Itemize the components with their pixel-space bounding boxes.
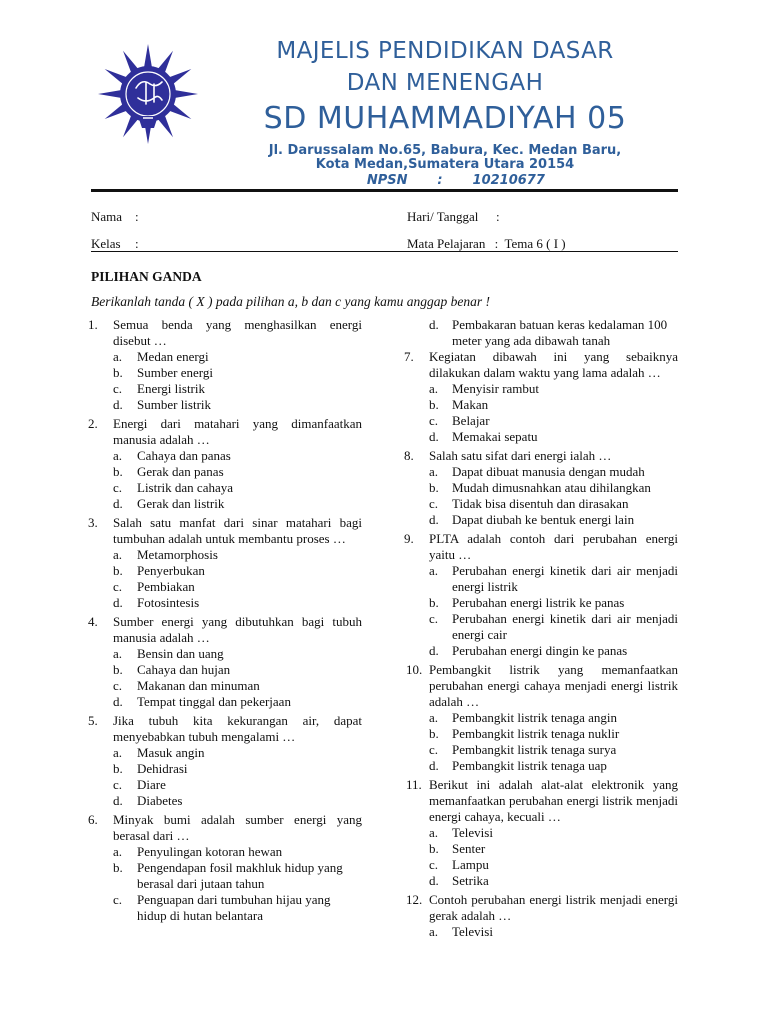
option-text: Tidak bisa disentuh dan dirasakan: [452, 496, 629, 511]
option-text: Sumber energi: [137, 365, 213, 380]
option[interactable]: [429, 742, 678, 758]
option-text: Perubahan energi kinetik dari air menjadi energi listrik: [452, 563, 678, 594]
question-text: Minyak bumi adalah sumber energi yang berasal dari …: [113, 812, 362, 843]
option-letter: c.: [429, 496, 439, 511]
option-text: Televisi: [452, 825, 493, 840]
questions-right-column: [404, 317, 678, 943]
option-text: Gerak dan listrik: [137, 496, 225, 511]
question-1: [88, 317, 362, 413]
option-letter: b.: [429, 841, 439, 856]
option-letter: a.: [429, 825, 439, 840]
option-letter: d.: [429, 643, 439, 658]
subject-sep: :: [494, 236, 499, 251]
option-letter: b.: [429, 480, 439, 495]
logo-ray: [144, 44, 152, 68]
option-text: Medan energi: [137, 349, 209, 364]
option-text: Gerak dan panas: [137, 464, 224, 479]
question-3: [88, 515, 362, 611]
option-text: Masuk angin: [137, 745, 205, 760]
address-line1: Jl. Darussalam No.65, Babura, Kec. Medan Baru,: [268, 143, 622, 158]
option-text: Metamorphosis: [137, 547, 218, 562]
question-number: 1.: [88, 317, 98, 332]
option[interactable]: [429, 429, 678, 445]
subject-label: Mata Pelajaran: [407, 236, 486, 251]
option[interactable]: [113, 694, 362, 710]
option[interactable]: [429, 397, 678, 413]
option-letter: c.: [113, 579, 123, 594]
date-field: [407, 209, 500, 225]
option[interactable]: [429, 643, 678, 659]
question-text: Sumber energi yang dibutuhkan bagi tubuh manusia adalah …: [113, 614, 362, 645]
option[interactable]: [113, 662, 362, 678]
option-letter: a.: [113, 547, 123, 562]
questions-left-column: [88, 317, 362, 927]
question-text: Jika tubuh kita kekurangan air, dapat menyebabkan tubuh mengalami …: [113, 713, 362, 744]
question-number: 5.: [88, 713, 98, 728]
question-number: 6.: [88, 812, 98, 827]
option-letter: c.: [113, 892, 123, 907]
option-letter: d.: [429, 512, 439, 527]
option[interactable]: [113, 777, 362, 793]
option-text: Belajar: [452, 413, 490, 428]
question-number: 2.: [88, 416, 98, 431]
question-11: [404, 777, 678, 889]
option-letter: d.: [429, 429, 439, 444]
option[interactable]: [429, 464, 678, 480]
question-12: [404, 892, 678, 940]
option-text: Cahaya dan panas: [137, 448, 231, 463]
option-letter: d.: [429, 758, 439, 773]
option-letter: b.: [113, 761, 123, 776]
school-name: SD MUHAMMADIYAH 05: [263, 101, 627, 136]
option-text: Pembangkit listrik tenaga angin: [452, 710, 617, 725]
class-label: Kelas: [91, 236, 121, 251]
option-text: Sumber listrik: [137, 397, 212, 412]
option-text: Makanan dan minuman: [137, 678, 260, 693]
question-number: 8.: [404, 448, 414, 463]
logo-ray: [174, 90, 198, 98]
option[interactable]: [429, 924, 678, 940]
option[interactable]: [429, 825, 678, 841]
class-sep: :: [135, 236, 139, 251]
option[interactable]: [113, 844, 362, 860]
option-letter: c.: [113, 480, 123, 495]
option-text: Pembangkit listrik tenaga surya: [452, 742, 617, 757]
option-text: Perubahan energi kinetik dari air menjadi energi cair: [452, 611, 678, 642]
question-10: [404, 662, 678, 774]
option-text: Perubahan energi dingin ke panas: [452, 643, 628, 658]
logo-ray: [98, 90, 122, 98]
option-text: Lampu: [452, 857, 489, 872]
option[interactable]: [429, 381, 678, 397]
option[interactable]: [113, 349, 362, 365]
option[interactable]: [113, 464, 362, 480]
option-letter: b.: [113, 860, 123, 875]
option-text: Diare: [137, 777, 166, 792]
option[interactable]: [429, 512, 678, 528]
question-text: Energi dari matahari yang dimanfaatkan manusia adalah …: [113, 416, 362, 447]
option-letter: a.: [113, 646, 123, 661]
option[interactable]: [113, 563, 362, 579]
option-letter: d.: [113, 793, 123, 808]
option-text: Penyerbukan: [137, 563, 205, 578]
question-number: 7.: [404, 349, 414, 364]
name-label: Nama: [91, 209, 123, 224]
option-letter: b.: [113, 464, 123, 479]
option-letter: a.: [113, 448, 123, 463]
question-8: [404, 448, 678, 528]
instruction-text: Berikanlah tanda ( X ) pada pilihan a, b dan c yang kamu anggap benar !: [91, 294, 490, 309]
option[interactable]: [429, 563, 678, 595]
option[interactable]: [113, 381, 362, 397]
option[interactable]: [113, 678, 362, 694]
header-divider: [91, 189, 678, 192]
option[interactable]: [429, 595, 678, 611]
option-letter: a.: [113, 745, 123, 760]
option[interactable]: [113, 860, 362, 892]
option[interactable]: [113, 761, 362, 777]
question-number: 12.: [406, 892, 423, 907]
option-letter: c.: [113, 678, 123, 693]
option-text: Dapat dibuat manusia dengan mudah: [452, 464, 645, 479]
question-text: Pembangkit listrik yang memanfaatkan perubahan energi cahaya menjadi energi listrik adalah …: [429, 662, 678, 709]
question-text: Contoh perubahan energi listrik menjadi energi gerak adalah …: [429, 892, 678, 923]
question-number: 11.: [406, 777, 422, 792]
option-text: Perubahan energi listrik ke panas: [452, 595, 625, 610]
option[interactable]: [113, 496, 362, 512]
option-text: Senter: [452, 841, 486, 856]
question-5: [88, 713, 362, 809]
option-text: Diabetes: [137, 793, 183, 808]
option[interactable]: [113, 480, 362, 496]
question-4: [88, 614, 362, 710]
npsn-sep: :: [437, 173, 443, 188]
option-letter: b.: [429, 397, 439, 412]
option[interactable]: [113, 397, 362, 413]
option-letter: a.: [113, 844, 123, 859]
option-letter: d.: [113, 496, 123, 511]
option[interactable]: [429, 758, 678, 774]
option-letter: a.: [429, 381, 439, 396]
option-text: Penguapan dari tumbuhan hijau yang hidup di hutan belantara: [137, 892, 331, 923]
option-text: Mudah dimusnahkan atau dihilangkan: [452, 480, 651, 495]
question-9: [404, 531, 678, 659]
option-text: Energi listrik: [137, 381, 206, 396]
subject-field: [407, 236, 687, 252]
npsn-label: NPSN: [366, 173, 408, 188]
header-line1: MAJELIS PENDIDIKAN DASAR: [276, 38, 614, 64]
question-text: Semua benda yang menghasilkan energi disebut …: [113, 317, 362, 348]
option[interactable]: [113, 547, 362, 563]
option[interactable]: [113, 579, 362, 595]
class-field: [91, 236, 139, 252]
option[interactable]: [113, 365, 362, 381]
option-letter: c.: [113, 777, 123, 792]
option-text: Cahaya dan hujan: [137, 662, 231, 677]
option[interactable]: [429, 873, 678, 889]
address-line2: Kota Medan,Sumatera Utara 20154: [315, 157, 575, 172]
option-letter: a.: [429, 710, 439, 725]
option-letter: b.: [429, 726, 439, 741]
section-title: PILIHAN GANDA: [91, 269, 202, 284]
option[interactable]: [113, 793, 362, 809]
option[interactable]: [429, 710, 678, 726]
option-letter: d.: [113, 694, 123, 709]
option-text: Setrika: [452, 873, 489, 888]
option[interactable]: [113, 595, 362, 611]
option[interactable]: [429, 857, 678, 873]
option-letter: b.: [113, 662, 123, 677]
option[interactable]: [429, 496, 678, 512]
option-letter: c.: [429, 742, 439, 757]
option-letter: c.: [429, 413, 439, 428]
name-field: [91, 209, 139, 225]
option-text: Makan: [452, 397, 489, 412]
option-letter: b.: [429, 595, 439, 610]
question-text: Salah satu manfat dari sinar matahari bagi tumbuhan adalah untuk membantu proses …: [113, 515, 362, 546]
option[interactable]: [113, 745, 362, 761]
option-text: Listrik dan cahaya: [137, 480, 234, 495]
option[interactable]: [113, 448, 362, 464]
question-text: Kegiatan dibawah ini yang sebaiknya dilakukan dalam waktu yang lama adalah …: [429, 349, 678, 380]
question-text: Salah satu sifat dari energi ialah …: [429, 448, 612, 463]
option-letter: b.: [113, 563, 123, 578]
option-letter: c.: [113, 381, 123, 396]
option-text: Bensin dan uang: [137, 646, 224, 661]
question-6: [88, 812, 362, 924]
question-7: [404, 349, 678, 445]
npsn-line: [210, 173, 680, 188]
npsn-value: 10210677: [472, 173, 545, 188]
option-text: Pengendapan fosil makhluk hidup yang berasal dari jutaan tahun: [137, 860, 343, 891]
option-letter: a.: [429, 924, 439, 939]
option[interactable]: [429, 726, 678, 742]
option-text: Pembangkit listrik tenaga uap: [452, 758, 607, 773]
question-text: PLTA adalah contoh dari perubahan energi yaitu …: [429, 531, 678, 562]
option[interactable]: [113, 646, 362, 662]
option-letter: c.: [429, 857, 439, 872]
subject-value: Tema 6 ( I ): [504, 236, 566, 251]
option-letter: d.: [113, 397, 123, 412]
option-text: Dehidrasi: [137, 761, 188, 776]
option-letter: a.: [113, 349, 123, 364]
option[interactable]: [429, 413, 678, 429]
option[interactable]: [429, 480, 678, 496]
muhammadiyah-logo: [96, 38, 200, 154]
fields-divider: [91, 251, 678, 252]
option-text: Pembiakan: [137, 579, 195, 594]
question-number: 3.: [88, 515, 98, 530]
option-text: Televisi: [452, 924, 493, 939]
option-text: Memakai sepatu: [452, 429, 538, 444]
option-text: Penyulingan kotoran hewan: [137, 844, 283, 859]
option-text: Pembakaran batuan keras kedalaman 100 meter yang ada dibawah tanah: [452, 317, 668, 348]
date-sep: :: [496, 209, 500, 224]
option-letter: d.: [429, 317, 439, 332]
header-line2: DAN MENENGAH: [346, 70, 544, 96]
option-letter: c.: [429, 611, 439, 626]
option-text: Dapat diubah ke bentuk energi lain: [452, 512, 635, 527]
question-number: 4.: [88, 614, 98, 629]
option-letter: a.: [429, 563, 439, 578]
name-sep: :: [135, 209, 139, 224]
option-letter: d.: [429, 873, 439, 888]
question-text: Berikut ini adalah alat-alat elektronik yang memanfaatkan perubahan energi listrik menjadi energi cahaya, kecuali …: [429, 777, 678, 824]
option-text: Menyisir rambut: [452, 381, 540, 396]
option[interactable]: [429, 611, 678, 643]
option-text: Pembangkit listrik tenaga nuklir: [452, 726, 620, 741]
option-text: Fotosintesis: [137, 595, 200, 610]
question-number: 10.: [406, 662, 423, 677]
option-letter: b.: [113, 365, 123, 380]
date-label: Hari/ Tanggal: [407, 209, 479, 224]
option[interactable]: [113, 892, 362, 924]
option-letter: d.: [113, 595, 123, 610]
option[interactable]: [429, 841, 678, 857]
option[interactable]: [429, 317, 678, 349]
option-letter: a.: [429, 464, 439, 479]
option-text: Tempat tinggal dan pekerjaan: [137, 694, 291, 709]
question-number: 9.: [404, 531, 414, 546]
question-2: [88, 416, 362, 512]
